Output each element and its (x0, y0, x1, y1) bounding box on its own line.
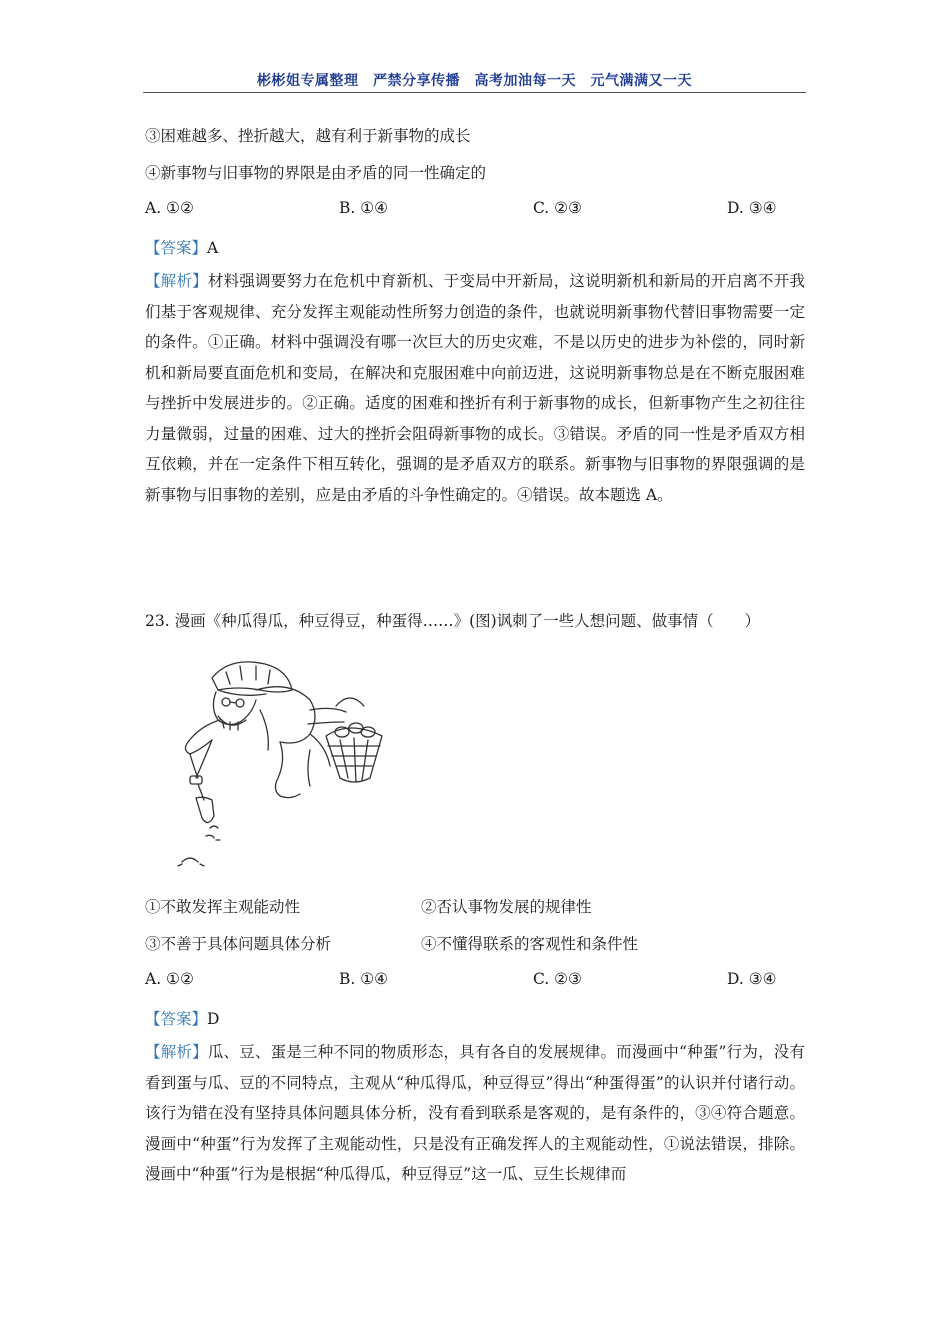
answer-value: D (207, 1010, 220, 1028)
q23-option-c: C. ②③ (533, 970, 582, 988)
header-divider (143, 92, 806, 93)
analysis-tag: 【解析】 (145, 272, 208, 290)
q22-option-a: A. ①② (145, 199, 194, 217)
q23-answer (145, 1007, 219, 1029)
q23-option-a: A. ①② (145, 970, 194, 988)
q22-option-b: B. ①④ (339, 199, 389, 217)
page-header: 彬彬姐专属整理 严禁分享传播 高考加油每一天 元气满满又一天 (257, 73, 692, 89)
q22-option-c: C. ②③ (533, 199, 582, 217)
answer-tag: 【答案】 (145, 1010, 208, 1028)
q22-answer (145, 236, 218, 258)
answer-tag: 【答案】 (145, 239, 208, 257)
q22-option-d: D. ③④ (727, 199, 777, 217)
analysis-tag: 【解析】 (145, 1043, 208, 1061)
q23-stem: 23. 漫画《种瓜得瓜，种豆得豆，种蛋得……》(图)讽刺了一些人想问题、做事情（ ） (145, 612, 761, 630)
q23-item-3: ③不善于具体问题具体分析 (145, 935, 332, 953)
q22-analysis (145, 266, 805, 510)
answer-value: A (207, 239, 219, 257)
analysis-text: 瓜、豆、蛋是三种不同的物质形态，具有各自的发展规律。而漫画中“种蛋”行为，没有看到蛋与瓜、豆的不同特点，主观从“种瓜得瓜，种豆得豆”得出“种蛋得蛋”的认识并付诸行动。该行为错在没有坚持具体问题具体分析，没有看到联系是客观的，是有条件的，③④符合题意。漫画中“种蛋”行为发挥了主观能动性，只是没有正确发挥人的主观能动性，①说法错误，排除。漫画中“种蛋”行为是根据“种瓜得瓜，种豆得豆”这一瓜、豆生长规律而 (145, 1043, 805, 1183)
q22-item-4: ④新事物与旧事物的界限是由矛盾的同一性确定的 (145, 164, 487, 182)
q23-item-2: ②否认事物发展的规律性 (421, 898, 592, 916)
q23-option-b: B. ①④ (339, 970, 389, 988)
cartoon-planting-eggs-image (160, 650, 390, 875)
q22-item-3: ③困难越多、挫折越大，越有利于新事物的成长 (145, 127, 471, 145)
q23-analysis (145, 1037, 805, 1190)
q23-option-d: D. ③④ (727, 970, 777, 988)
analysis-text: 材料强调要努力在危机中育新机、于变局中开新局，这说明新机和新局的开启离不开我们基于客观规律、充分发挥主观能动性所努力创造的条件，也就说明新事物代替旧事物需要一定的条件。①正确。材料中强调没有哪一次巨大的历史灾难，不是以历史的进步为补偿的，同时新机和新局要直面危机和变局，在解决和克服困难中向前迈进，这说明新事物总是在不断克服困难与挫折中发展进步的。②正确。适度的困难和挫折有利于新事物的成长，但新事物产生之初往往力量微弱，过量的困难、过大的挫折会阻碍新事物的成长。③错误。矛盾的同一性是矛盾双方相互依赖，并在一定条件下相互转化，强调的是矛盾双方的联系。新事物与旧事物的界限强调的是新事物与旧事物的差别，应是由矛盾的斗争性确定的。④错误。故本题选 A。 (145, 272, 805, 504)
q23-item-4: ④不懂得联系的客观性和条件性 (421, 935, 639, 953)
q23-item-1: ①不敢发挥主观能动性 (145, 898, 301, 916)
